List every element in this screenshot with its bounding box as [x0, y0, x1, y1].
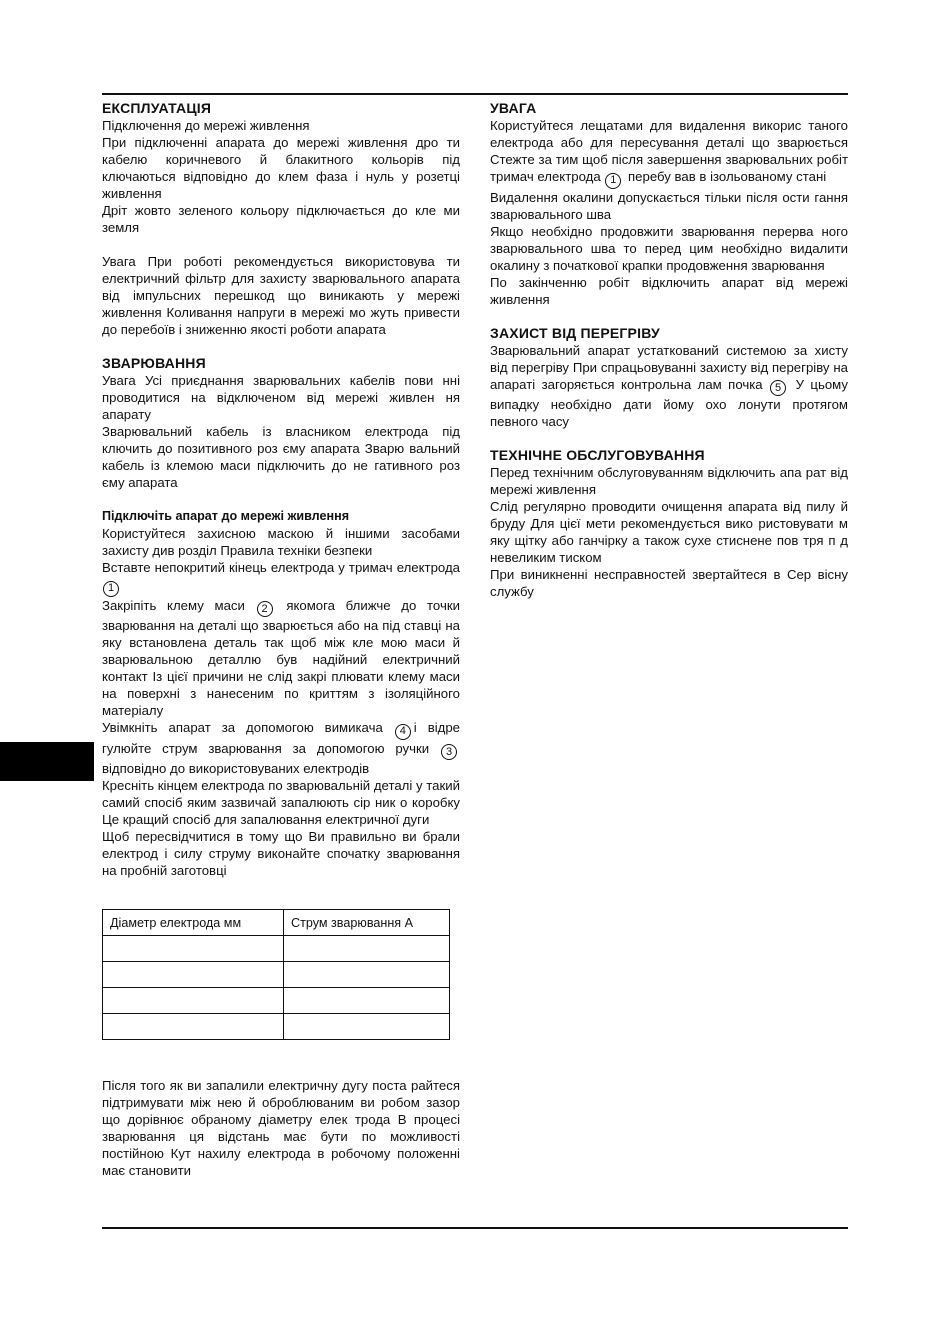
welding-paragraph-1: Увага Усі приєднання зварювальних кабелів пови нні проводитися на відключеном від мережі живлен ня апарату: [102, 373, 460, 422]
callout-4: 4: [395, 724, 411, 740]
electrode-current-table: [102, 909, 450, 1040]
maintenance-paragraph-1: Перед технічним обслуговуванням відключить апа рат від мережі живлення: [490, 465, 848, 497]
section-tab-marker: [0, 742, 94, 781]
table-header-diameter: Діаметр електрода мм: [103, 910, 284, 936]
welding-paragraph-3: Користуйтеся захисною маскою й іншими засобами захисту див розділ Правила техніки безпеки: [102, 526, 460, 558]
callout-1: 1: [605, 173, 621, 189]
welding-paragraph-2: Зварювальний кабель із власником електрода під ключить до позитивного роз єму апарата Зварю вальний кабель із клемою маси підключить до не гативного роз єму апарата: [102, 424, 460, 490]
welding-paragraph-6: Увімкніть апарат за допомогою вимикача 4 і відре гулюйте струм зварювання за допомогою ручки 3 відповідно до використовуваних електродів: [102, 720, 460, 776]
operation-paragraph-2: Дріт жовто зеленого кольору підключається до кле ми земля: [102, 203, 460, 235]
left-column: [102, 100, 460, 1179]
attention-paragraph-4: По закінченню робіт відключить апарат від мережі живлення: [490, 274, 848, 307]
attention-paragraph-1: Користуйтеся лещатами для видалення викорис таного електрода або для пересування деталі що зварюється Стежте за тим щоб після завершення зварювальних робіт тримач електрода 1 перебу вав в ізольованому стані: [490, 117, 848, 189]
attention-paragraph-3: Якщо необхідно продовжити зварювання перерва ного зварювального шва то перед цим необхідно видалити окалину з початкової крапки продовження зварювання: [490, 223, 848, 273]
bottom-rule: [102, 1227, 848, 1229]
top-rule: [102, 93, 848, 95]
welding-paragraph-5: Закріпіть клему маси 2 якомога ближче до точки зварювання на деталі що зварюється або на під ставці на яку встановлена деталь так щоб між кле мою маси й зварювальною деталлю був надійний електричний контакт Із цієї причини не слід закрі плювати клему маси на поверхні з нанесеним по криттям з ізоляційного матеріалу: [102, 597, 460, 718]
overheat-paragraph-1: Зварювальний апарат устаткований системою за хисту від перегріву При спрацьовуванні захисту від перегріву на апараті загоряється контрольна лам почка 5 У цьому випадку необхідно дати йому охо лонути протягом певного часу: [490, 342, 848, 429]
table-header-current: Струм зварювання А: [284, 910, 450, 936]
operation-subtitle: Підключення до мережі живлення: [102, 118, 310, 133]
table-row: [103, 962, 450, 988]
table-row: [103, 936, 450, 962]
overheat-title: ЗАХИСТ ВІД ПЕРЕГРІВУ: [490, 324, 660, 341]
callout-5: 5: [770, 380, 786, 396]
maintenance-paragraph-2: Слід регулярно проводити очищення апарата від пилу й бруду Для цієї мети рекомендується вико ристовувати м яку щітку або ганчірку а також сухе стиснене пов тря п д невеликим тиском: [490, 499, 848, 565]
table-row: [103, 988, 450, 1014]
right-column: [490, 100, 848, 600]
operation-paragraph-1: При підключенні апарата до мережі живлення дро ти кабелю коричневого й блакитного кольорів під ключаються відповідно до клем фаза і нуль у розетці живлення: [102, 135, 460, 201]
welding-subheading: Підключіть апарат до мережі живлення: [102, 509, 350, 523]
callout-1: 1: [103, 581, 119, 597]
welding-paragraph-4: Вставте непокритий кінець електрода у тримач електрода 1: [102, 559, 460, 597]
table-header-row: [103, 910, 450, 936]
after-table-paragraph: Після того як ви запалили електричну дугу поста райтеся підтримувати між нею й оброблюваним ви робом зазор що дорівнює обраному діаметру елек трода В процесі зварювання ця відстань має бути по можливості постійною Кут нахилу електрода в робочому положенні має становити: [102, 1078, 460, 1178]
table-row: [103, 1014, 450, 1040]
maintenance-paragraph-3: При виникненні несправностей звертайтеся в Сер вісну службу: [490, 567, 848, 599]
welding-paragraph-7: Кресніть кінцем електрода по зварювальній деталі у такий самий спосіб яким зазвичай запалюють сір ник о коробку Це кращий спосіб для запалювання електричної дуги: [102, 778, 460, 827]
operation-paragraph-3: Увага При роботі рекомендується використовува ти електричний фільтр для захисту зварювального апарата від імпульсних перешкод що виникають у мережі живлення Коливання напруги в мережі мо жуть привести до перебоїв і зниженню якості роботи апарата: [102, 254, 460, 337]
welding-title: ЗВАРЮВАННЯ: [102, 355, 206, 371]
maintenance-title: ТЕХНІЧНЕ ОБСЛУГОВУВАННЯ: [490, 447, 705, 463]
callout-3: 3: [441, 744, 457, 760]
welding-paragraph-8: Щоб пересвідчитися в тому що Ви правильно ви брали електрод і силу струму виконайте спочатку зварювання на пробній заготовці: [102, 829, 460, 878]
callout-2: 2: [257, 601, 273, 617]
operation-title: ЕКСПЛУАТАЦІЯ: [102, 100, 212, 116]
attention-paragraph-2: Видалення окалини допускається тільки після ости гання зварювального шва: [490, 189, 848, 222]
attention-title: УВАГА: [490, 100, 537, 116]
